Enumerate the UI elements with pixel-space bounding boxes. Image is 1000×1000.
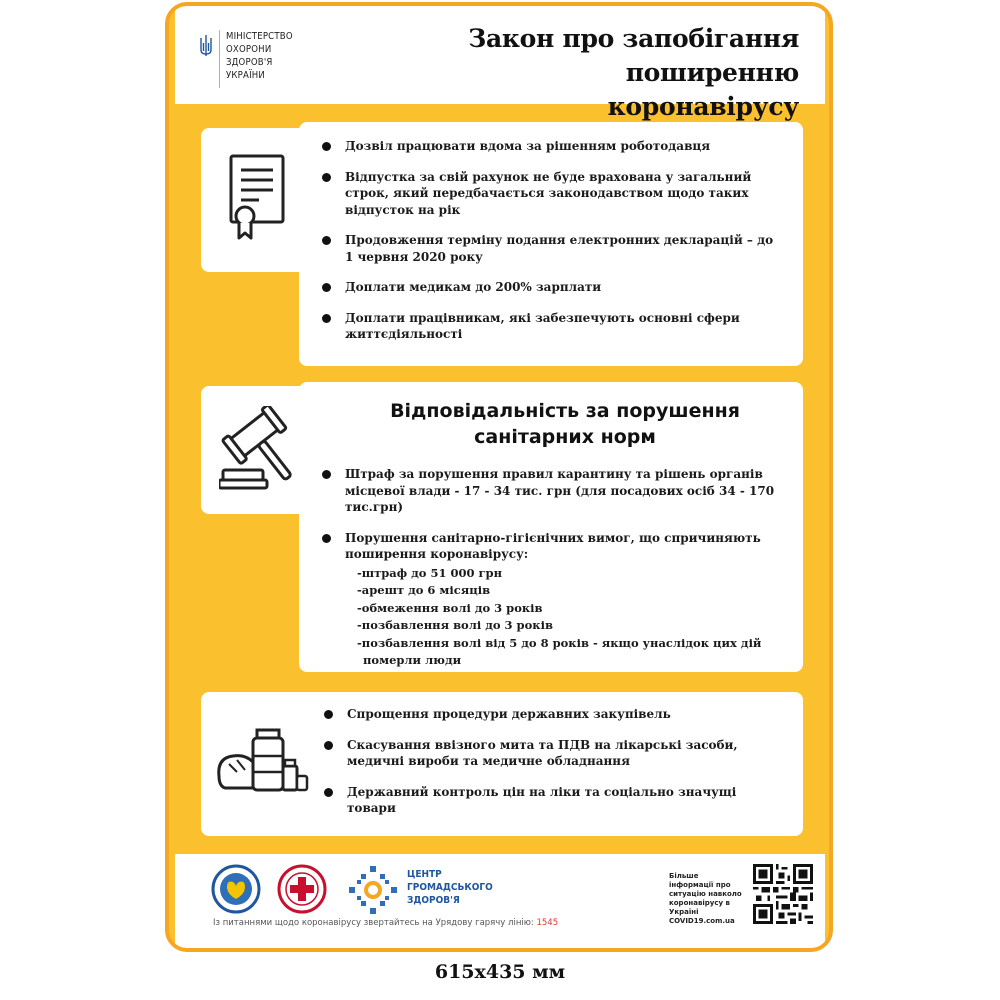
qr-code-icon <box>753 864 813 924</box>
heading-line: Відповідальність за порушення <box>390 400 740 422</box>
section2-panel <box>299 382 803 672</box>
list-item: Дозвіл працювати вдома за рішенням роботодавця <box>319 138 779 155</box>
section1-bullets <box>319 138 779 357</box>
cgz-line: ГРОМАДСЬКОГО <box>407 882 493 893</box>
moreinfo-line: Більше <box>669 872 699 880</box>
health-emblem-logo <box>211 864 261 914</box>
moreinfo-line: Україні <box>669 908 699 916</box>
section3-bullets <box>321 706 781 831</box>
ministry-line: ЗДОРОВ'Я <box>226 57 273 68</box>
hotline-info <box>213 918 558 928</box>
poster-header <box>175 6 825 121</box>
title-line: поширенню коронавірусу <box>607 58 799 121</box>
public-health-center-logo-icon <box>347 864 399 916</box>
sublist-item: -позбавлення волі від 5 до 8 років - якщо унаслідок цих дій <box>357 635 762 650</box>
list-item: Доплати працівникам, які забезпечують основні сфери життєдіяльності <box>319 310 779 343</box>
poster-size-label: 615x435 мм <box>434 961 566 983</box>
red-cross-logo <box>277 864 327 914</box>
list-item: Державний контроль цін на ліки та соціально значущі товари <box>321 784 781 817</box>
heading-line: санітарних норм <box>474 426 656 448</box>
list-item: Штраф за порушення правил карантину та рішень органів місцевої влади - 17 - 34 тис. грн (для посадових осіб 34 - 170 тис.грн) <box>319 466 789 516</box>
ministry-line: ОХОРОНИ <box>226 44 272 55</box>
public-health-center-name <box>407 868 493 907</box>
list-item: Відпустка за свій рахунок не буде врахована у загальний строк, який передбачається законодавством щодо таких відпусток на рік <box>319 169 779 219</box>
sublist-item: померли люди <box>363 653 462 667</box>
list-item: Продовження терміну подання електронних декларацій – до 1 червня 2020 року <box>319 232 779 265</box>
list-item: Доплати медикам до 200% зарплати <box>319 279 779 296</box>
list-item: Скасування ввізного мита та ПДВ на лікарські засоби, медичні вироби та медичне обладнання <box>321 737 781 770</box>
section2-bullets <box>319 466 789 684</box>
cgz-line: ЦЕНТР <box>407 869 442 880</box>
poster-footer <box>175 854 825 952</box>
penalty-sublist <box>345 565 789 670</box>
more-info-text <box>669 872 749 926</box>
ministry-name <box>226 30 293 82</box>
ministry-line: МІНІСТЕРСТВО <box>226 31 293 42</box>
certificate-document-icon <box>227 152 291 244</box>
food-and-medicine-icon <box>215 728 311 796</box>
list-item-text: Порушення санітарно-гігієнічних вимог, що спричиняють поширення коронавірусу: <box>345 530 761 561</box>
section2-heading <box>345 398 785 450</box>
trident-icon <box>199 34 213 58</box>
logo-separator <box>219 30 220 88</box>
cgz-line: ЗДОРОВ'Я <box>407 895 460 906</box>
sublist-item: -штраф до 51 000 грн <box>357 565 502 580</box>
section1-panel <box>299 122 803 366</box>
gavel-icon <box>219 406 303 492</box>
moreinfo-line: інформації про <box>669 881 731 889</box>
hotline-number: 1545 <box>536 918 559 928</box>
ministry-line: УКРАЇНИ <box>226 70 266 81</box>
moreinfo-line: коронавірусу в <box>669 899 730 907</box>
moreinfo-line: COVID19.com.ua <box>669 917 735 925</box>
sublist-item: -позбавлення волі до 3 років <box>357 618 553 632</box>
moreinfo-line: ситуацію навколо <box>669 890 742 898</box>
title-line: Закон про запобігання <box>468 24 799 53</box>
ministry-logo <box>199 30 293 88</box>
hotline-text: Із питаннями щодо коронавірусу звертайтесь на Урядову гарячу лінію: <box>213 918 534 928</box>
sublist-item: -арешт до 6 місяців <box>357 583 491 597</box>
list-item <box>319 530 789 670</box>
poster-title <box>439 22 799 124</box>
poster <box>165 2 833 952</box>
list-item: Спрощення процедури державних закупівель <box>321 706 781 723</box>
sublist-item: -обмеження волі до 3 років <box>357 600 543 615</box>
